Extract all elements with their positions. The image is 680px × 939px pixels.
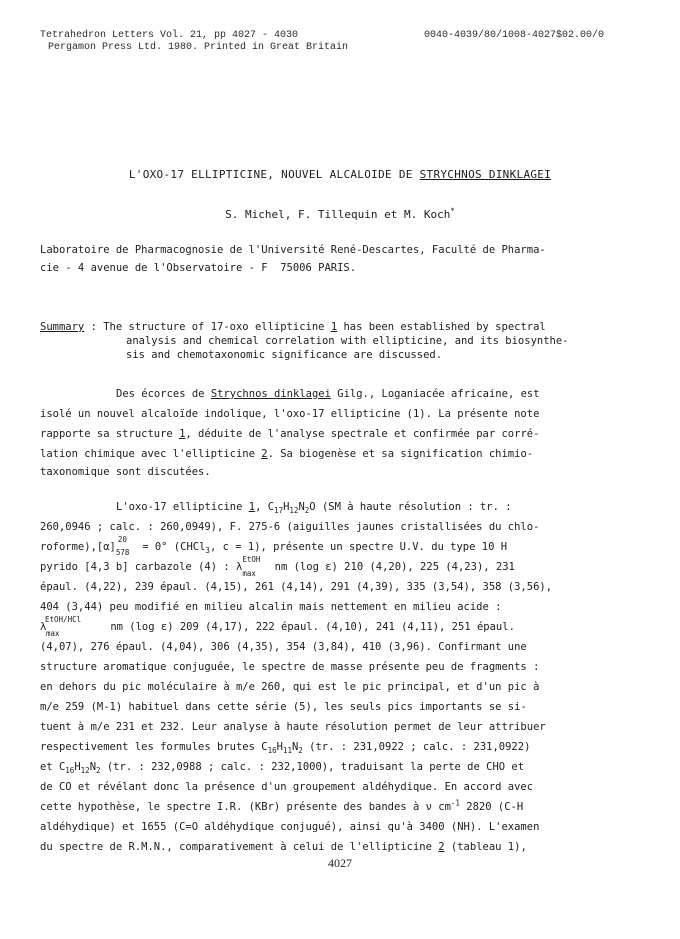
p2-line-14: et $C_{16}H_{12}N_2$ (tr. : 232,0988 ; calc. : 232,1000), traduisant la perte de CHO et [40, 761, 525, 776]
authors-text: S. Michel, F. Tillequin et M. Koch [225, 208, 451, 221]
author-footnote-mark: * [450, 206, 455, 216]
summary-line-3: sis and chemotaxonomic significance are discussed. [126, 349, 443, 361]
title-text: L'OXO-17 ELLIPTICINE, NOUVEL ALCALOIDE DE [128, 168, 420, 181]
p2-line-17: aldéhydique) et 1655 (C=O aldéhydique conjugué), ainsi qu'à 3400 (NH). L'examen [40, 821, 540, 833]
publisher-line: Pergamon Press Ltd. 1980. Printed in Great Britain [48, 42, 349, 53]
p2-line-2: 260,0946 ; calc. : 260,0949), F. 275-6 (aiguilles jaunes cristallisées du chlo- [40, 521, 540, 533]
specific-rotation-symbol: [α] [96, 541, 116, 553]
p2-line-15: de CO et révélant donc la présence d'un groupement aldéhydique. En accord avec [40, 781, 534, 793]
p2-line-12: tuent à m/e 231 et 232. Leur analyse à haute résolution permet de leur attribuer [40, 721, 546, 733]
p1-line-3: rapporte sa structure 1, déduite de l'analyse spectrale et confirmée par corré- [40, 428, 540, 440]
p2-line-9: structure aromatique conjuguée, le spectre de masse présente peu de fragments : [40, 661, 540, 673]
p2-line-1: L'oxo-17 ellipticine 1, $C_{17}H_{12}N_2O$ (SM à haute résolution : tr. : [116, 501, 512, 516]
p2-line-6: 404 (3,44) peu modifié en milieu alcalin mais nettement en milieu acide : [40, 601, 502, 613]
page-number: 4027 [328, 856, 352, 870]
author-list [0, 208, 680, 221]
p2-line-5: épaul. (4,22), 239 épaul. (4,15), 261 (4,14), 291 (4,39), 335 (3,54), 358 (3,56), [40, 581, 553, 593]
summary-line-1: Summary : The structure of 17-oxo ellipticine 1 has been established by spectral [40, 321, 546, 333]
p1-line-5: taxonomique sont discutées. [40, 466, 211, 478]
article-code: 0040-4039/80/1008-4027$02.00/0 [424, 30, 605, 41]
p1-line-4: lation chimique avec l'ellipticine 2. Sa biogenèse et sa signification chimio- [40, 448, 534, 460]
title-species: STRYCHNOS DINKLAGEI [419, 168, 552, 181]
summary-line-2: analysis and chemical correlation with ellipticine, and its biosynthe- [126, 335, 569, 347]
article-title [0, 168, 680, 181]
p2-line-18: du spectre de R.M.N., comparativement à celui de l'ellipticine 2 (tableau 1), [40, 841, 527, 853]
p2-line-10: en dehors du pic moléculaire à m/e 260, qui est le pic principal, et d'un pic à [40, 681, 540, 693]
p2-line-3: roforme),[α] 20 578 = 0° (CHCl$_3$, c = 1), présente un spectre U.V. du type 10 H [40, 535, 508, 557]
affiliation-line-2: cie - 4 avenue de l'Observatoire - F 75006 PARIS. [40, 262, 357, 274]
affiliation-line-1: Laboratoire de Pharmacognosie de l'Université René-Descartes, Faculté de Pharma- [40, 244, 546, 256]
p2-line-16: cette hypothèse, le spectre I.R. (KBr) présente des bandes à ν $cm^{-1}$ 2820 (C-H [40, 798, 524, 813]
p2-line-4: pyrido [4,3 b] carbazole (4) : λ EtOH max nm (log ε) 210 (4,20), 225 (4,23), 231 [40, 555, 515, 578]
p1-line-1: Des écorces de Strychnos dinklagei Gilg., Loganiacée africaine, est [116, 388, 540, 400]
summary-label: Summary [40, 321, 85, 333]
journal-citation: Tetrahedron Letters Vol. 21, pp 4027 - 4030 [40, 30, 299, 41]
p1-line-2: isolé un nouvel alcaloïde indolique, l'oxo-17 ellipticine (1). La présente note [40, 408, 540, 420]
compound-ref: 1 [330, 321, 338, 333]
p2-line-7: EtOH/HCl λ max nm (log ε) 209 (4,17), 222 épaul. (4,10), 241 (4,11), 251 épaul. [40, 615, 515, 638]
species-name: Strychnos dinklagei [210, 388, 331, 400]
p2-line-13: respectivement les formules brutes $C_{16}H_{11}N_2$ (tr. : 231,0922 ; calc. : 231,0922) [40, 741, 531, 756]
p2-line-11: m/e 259 (M-1) habituel dans cette série (5), les seuls pics importants se si- [40, 701, 527, 713]
p2-line-8: (4,07), 276 épaul. (4,04), 306 (4,35), 354 (3,84), 410 (3,96). Confirmant une [40, 641, 527, 653]
